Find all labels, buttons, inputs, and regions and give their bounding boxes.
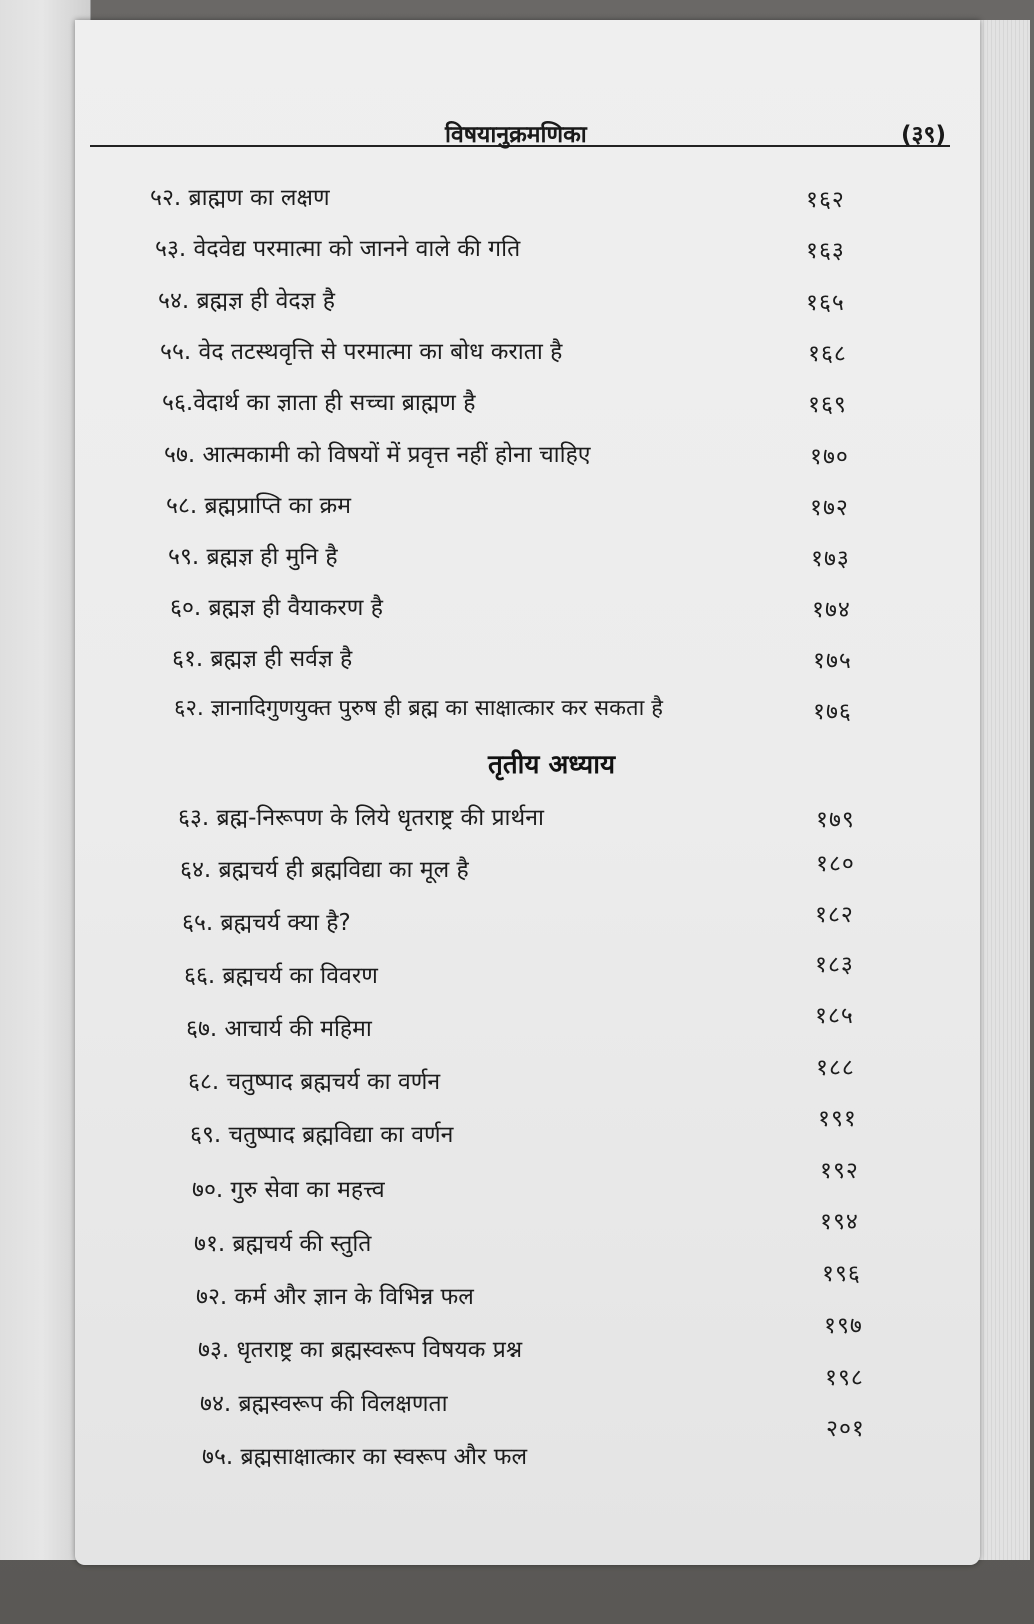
toc-entry-page: १७९	[816, 807, 855, 833]
toc-entry-title: ७३. धृतराष्ट्र का ब्रह्मस्वरूप विषयक प्रश्न	[198, 1337, 523, 1363]
toc-entry-title: ७२. कर्म और ज्ञान के विभिन्न फल	[196, 1284, 474, 1310]
toc-entry-title: ५६.वेदार्थ का ज्ञाता ही सच्चा ब्राह्मण है	[162, 390, 476, 416]
toc-entry-page: १७६	[813, 699, 852, 725]
toc-entry-page: १७३	[811, 546, 850, 572]
toc-entry-title: ६८. चतुष्पाद ब्रह्मचर्य का वर्णन	[188, 1069, 441, 1095]
toc-entry-title: ६५. ब्रह्मचर्य क्या है?	[182, 910, 351, 936]
page-title: विषयानुक्रमणिका	[445, 122, 587, 148]
toc-entry-title: ६६. ब्रह्मचर्य का विवरण	[184, 963, 378, 989]
toc-entry-title: ५२. ब्राह्मण का लक्षण	[150, 185, 330, 211]
toc-entry-title: ७५. ब्रह्मसाक्षात्कार का स्वरूप और फल	[202, 1444, 528, 1470]
toc-entry-page: १७४	[812, 597, 851, 623]
toc-entry-title: ६२. ज्ञानादिगुणयुक्त पुरुष ही ब्रह्म का साक्षात्कार कर सकता है	[174, 696, 663, 721]
toc-entry-title: ७०. गुरु सेवा का महत्त्व	[192, 1177, 385, 1203]
toc-entry-title: ६९. चतुष्पाद ब्रह्मविद्या का वर्णन	[190, 1122, 454, 1148]
toc-entry-title: ५४. ब्रह्मज्ञ ही वेदज्ञ है	[158, 288, 335, 314]
toc-entry-page: २०१	[826, 1416, 865, 1442]
page-number: (३९)	[901, 122, 946, 148]
toc-entry-page: १९८	[825, 1365, 864, 1391]
toc-entry-page: १८२	[815, 902, 854, 928]
chapter-heading: तृतीय अध्याय	[488, 750, 616, 780]
toc-entry-title: ५८. ब्रह्मप्राप्ति का क्रम	[166, 493, 351, 519]
toc-entry-page: १८३	[815, 952, 854, 978]
toc-entry-title: ६१. ब्रह्मज्ञ ही सर्वज्ञ है	[172, 646, 353, 672]
toc-entry-title: ५७. आत्मकामी को विषयों में प्रवृत्त नहीं होना चाहिए	[164, 442, 591, 468]
toc-entry-page: १६२	[806, 187, 845, 213]
toc-entry-page: १९१	[818, 1106, 857, 1132]
toc-entry-title: ५३. वेदवेद्य परमात्मा को जानने वाले की गति	[155, 236, 521, 262]
toc-entry-page: १९४	[820, 1209, 859, 1235]
toc-entry-page: १७०	[810, 444, 849, 470]
toc-entry-page: १६३	[806, 238, 845, 264]
toc-entry-page: १८८	[816, 1055, 855, 1081]
toc-entry-title: ५९. ब्रह्मज्ञ ही मुनि है	[168, 544, 338, 570]
toc-entry-title: ६४. ब्रह्मचर्य ही ब्रह्मविद्या का मूल है	[180, 857, 469, 883]
toc-entry-title: ६७. आचार्य की महिमा	[186, 1016, 372, 1042]
toc-entry-page: १८०	[816, 851, 855, 877]
toc-entry-page: १६५	[806, 290, 845, 316]
toc-entry-title: ७१. ब्रह्मचर्य की स्तुति	[194, 1231, 372, 1257]
toc-entry-page: १९६	[822, 1261, 861, 1287]
toc-entry-title: ६३. ब्रह्म-निरूपण के लिये धृतराष्ट्र की प्रार्थना	[178, 805, 544, 831]
toc-entry-page: १९७	[824, 1313, 863, 1339]
toc-entry-page: १६८	[808, 341, 847, 367]
toc-entry-page: १७२	[810, 495, 849, 521]
toc-entry-title: ७४. ब्रह्मस्वरूप की विलक्षणता	[200, 1391, 448, 1417]
toc-entry-title: ५५. वेद तटस्थवृत्ति से परमात्मा का बोध कराता है	[160, 339, 563, 365]
toc-entry-page: १८५	[815, 1003, 854, 1029]
toc-entry-page: १९२	[820, 1158, 859, 1184]
toc-entry-page: १६९	[808, 392, 847, 418]
toc-entry-page: १७५	[813, 648, 852, 674]
toc-entry-title: ६०. ब्रह्मज्ञ ही वैयाकरण है	[170, 595, 383, 621]
